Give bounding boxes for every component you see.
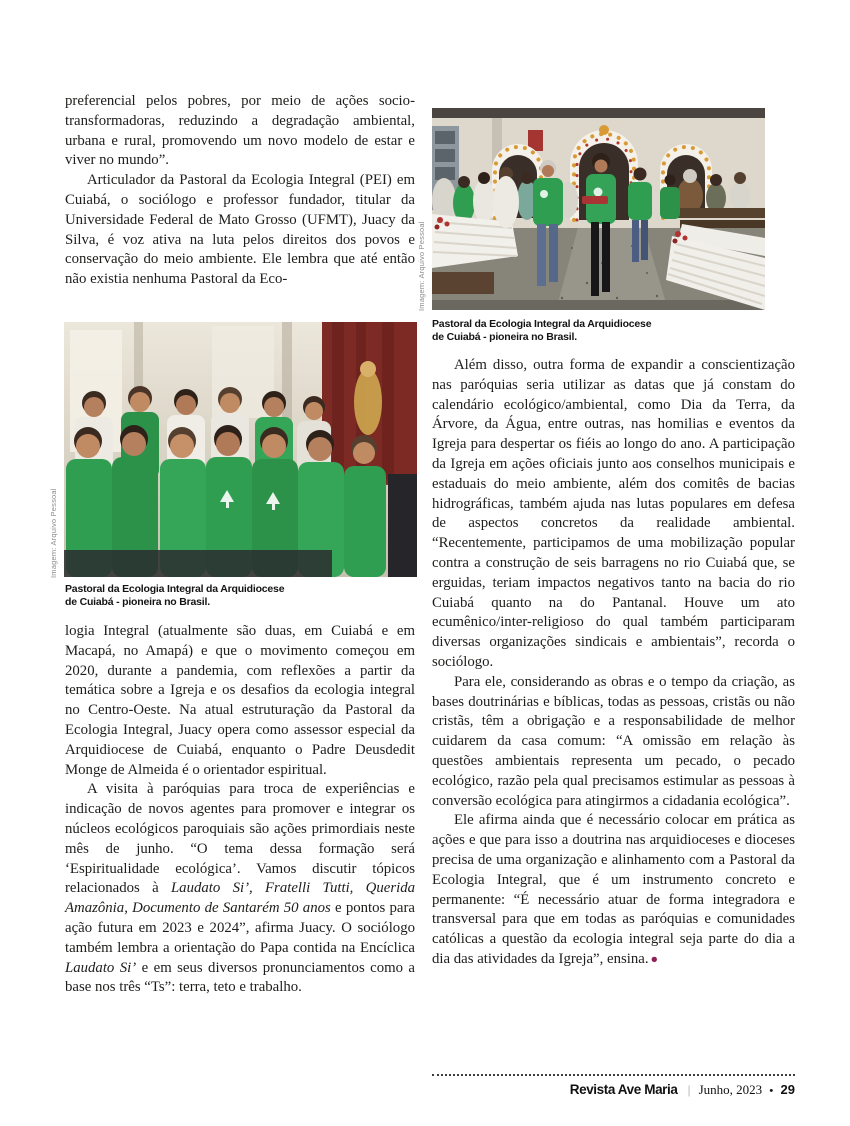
right-column-text (432, 356, 795, 970)
caption-right-photo (432, 318, 712, 344)
article-paragraph: Além disso, outra forma de expandir a conscientização nas paróquias seria utilizar as datas que já constam do calendário ecológico/ambiental, como Dia da Terra, da Árvore, da Água, entre outras, nas homilias e eventos da Igreja para despertar os fiéis ao longo do ano. A participação da Igreja em ações oficiais junto aos conselhos municipais e estaduais do meio ambiente, além dos comitês de bacias hidrográficas, também ajuda nas lutas populares em defesa de aspectos concretos da realidade ambiental. “Recentemente, participamos de uma mobilização popular contra a construção de seis barragens no rio Cuiabá que, se erguidas, teriam impactos negativos tanto na bacia do rio Cuiabá quanto na do Pantanal. Houve um ato ecumênico/inter-religioso do qual também participaram diversas organizações sindicais e ambientais”, recorda o sociólogo. (432, 357, 795, 670)
article-paragraph: preferencial pelos pobres, por meio de ações socio-transformadoras, reduzindo a degradação ambiental, urbana e rural, promovendo um novo modelo de estar e viver no mundo”. (65, 93, 415, 169)
photo-credit-right: Imagem: Arquivo Pessoal (417, 221, 426, 311)
article-paragraph: A visita à paróquias para troca de experiências e indicação de novos agentes para promover e integrar os núcleos ecológicos paroquiais são ações primordiais neste mês de junho. “O tema dessa formação será ‘Espiritualidade ecológica’. Vamos discutir tópicos relacionados à Laudato Si’, Fratelli Tutti, Querida Amazônia, Documento de Santarém 50 anos e pontos para ação futura em 2023 e 2024”, afirma Juacy. O sociólogo também lembra a orientação do Papa contida na Encíclica Laudato Si’ e em seus diversos pronunciamentos como a base nos três “Ts”: terra, teto e trabalho. (65, 781, 415, 996)
issue-date: Junho, 2023 (698, 1082, 763, 1097)
article-paragraph: Ele afirma ainda que é necessário colocar em prática as ações e que para isso a doutrina nas arquidioceses e dioceses precisa de uma organização e alinhamento com a Pastoral da Ecologia Integral, que é um instrumento concreto e permanente: “É necessário atuar de forma integradora e transversal para que em todas as paróquias e comunidades católicas a questão da ecologia integral seja parte do dia a dia das atividades da Igreja”, ensina. ● (432, 812, 795, 967)
page-number: 29 (780, 1082, 795, 1097)
caption-left-line1: Pastoral da Ecologia Integral da Arquidiocese (65, 583, 285, 595)
article-end-mark: ● (650, 951, 659, 966)
photo-left-group-church (64, 322, 417, 577)
photo-credit-left: Imagem: Arquivo Pessoal (49, 488, 58, 578)
footer-bullet: • (769, 1085, 774, 1097)
left-column-top-text (65, 92, 415, 290)
caption-left-line2: de Cuiabá - pioneira no Brasil. (65, 596, 210, 608)
magazine-name: Revista Ave Maria (569, 1082, 678, 1097)
photo-right-church-procession (432, 108, 765, 310)
page-footer (432, 1082, 795, 1098)
caption-right-line1: Pastoral da Ecologia Integral da Arquidiocese (432, 318, 652, 330)
article-paragraph: logia Integral (atualmente são duas, em Cuiabá e em Macapá, no Amapá) e que o movimento começou em 2020, durante a pandemia, com reflexões a partir da temática sobre a Igreja e os desafios da ecologia integral no Centro-Oeste. Na atual estruturação da Pastoral da Ecologia Integral, Juacy opera como assessor especial da Arquidiocese de Cuiabá, enquanto o Padre Deusdedit Monge de Almeida é o orientador espiritual. (65, 623, 415, 778)
footer-dotted-rule (432, 1074, 795, 1076)
caption-right-line2: de Cuiabá - pioneira no Brasil. (432, 331, 577, 343)
caption-left-photo (65, 583, 345, 609)
article-paragraph: Para ele, considerando as obras e o tempo da criação, as bases doutrinárias e bíblicas, todas as pessoas, cristãs ou não cristãs, têm a obrigação e a responsabilidade de melhor cuidarem da casa comum: “A omissão em relação às questões ambientais representa um pecado, o pecado ecológico, razão pela qual precisamos estimular as pessoas à conversão ecológica para atingirmos a cidadania ecológica”. (432, 673, 795, 809)
left-column-bottom-text (65, 622, 415, 998)
article-paragraph: Articulador da Pastoral da Ecologia Integral (PEI) em Cuiabá, o sociólogo e professor fundador, titular da Universidade Federal de Mato Grosso (UFMT), Juacy da Silva, é voz ativa na luta pelos direitos dos povos e conservação do meio ambiente. Ele lembra que até então não existia nenhuma Pastoral da Eco- (65, 172, 415, 288)
footer-separator: | (687, 1082, 691, 1097)
